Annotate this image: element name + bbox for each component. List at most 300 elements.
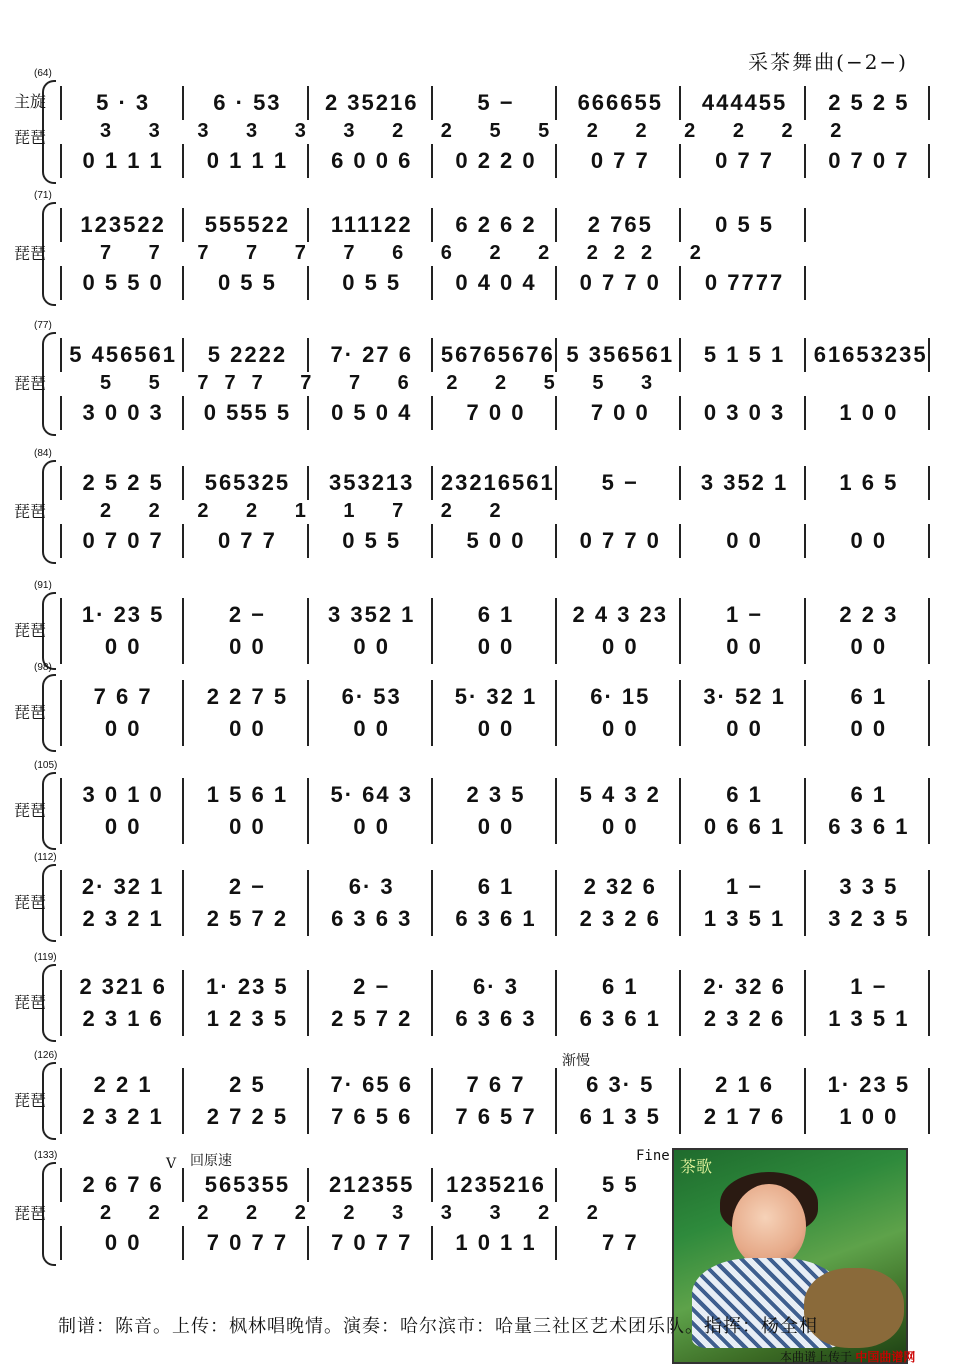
lower-measure: 6 3 6 1: [828, 814, 910, 839]
barline: [555, 598, 557, 632]
barline: [804, 902, 806, 936]
barline: [431, 466, 433, 500]
upper-staff: [60, 86, 930, 120]
barline: [307, 1226, 309, 1260]
barline: [804, 208, 806, 242]
barline: [60, 630, 62, 664]
barline: [555, 208, 557, 242]
barline: [60, 266, 62, 300]
upper-measure: 0 5 5: [715, 212, 775, 237]
lower-measure: 0 5 5 0: [82, 270, 164, 295]
lower-measure: 6 1 3 5: [579, 1104, 661, 1129]
barline: [60, 1168, 62, 1202]
upper-measure: 6 1: [726, 782, 763, 807]
barline: [431, 870, 433, 904]
lower-measure: 0 5 5: [342, 270, 402, 295]
lower-measure: 0 3 0 3: [703, 400, 786, 425]
barline: [804, 466, 806, 500]
measure-number: (112): [34, 852, 57, 863]
barline: [182, 970, 184, 1004]
upper-measure: 3 0 1 0: [82, 782, 164, 807]
instrument-label-pipa: 琵琶: [14, 502, 47, 521]
upper-measure: 5 −: [477, 90, 515, 115]
lower-measure: 3 0 0 3: [82, 400, 164, 425]
barline: [431, 778, 433, 812]
barline: [555, 524, 557, 558]
barline: [307, 524, 309, 558]
barline: [679, 902, 681, 936]
upper-measure: 5 2222: [207, 342, 288, 367]
barline: [679, 810, 681, 844]
barline: [928, 712, 930, 746]
upper-measure: 6 1: [601, 974, 639, 999]
watermark-site: 中国曲谱网: [855, 1350, 916, 1364]
lower-measure: 0 7 7 0: [579, 528, 661, 553]
barline: [182, 86, 184, 120]
photo-title: 茶歌: [680, 1157, 713, 1176]
lower-measure: 0 0: [477, 634, 515, 659]
upper-measure: 2 5 2 5: [82, 470, 164, 495]
barline: [182, 902, 184, 936]
lower-measure: 0 0: [601, 634, 639, 659]
barline: [307, 712, 309, 746]
barline: [804, 524, 806, 558]
lower-staff: [60, 630, 930, 664]
lower-measure: 2 7 2 5: [206, 1104, 289, 1129]
upper-measure: 1 −: [725, 874, 764, 899]
lower-measure: 6 3 6 3: [331, 906, 413, 931]
upper-measure: 2 35216: [324, 90, 419, 115]
upper-measure: 2 1 6: [715, 1072, 775, 1097]
barline: [431, 1226, 433, 1260]
instrument-label-pipa: 琵琶: [14, 1091, 47, 1110]
barline: [182, 524, 184, 558]
upper-measure: 6 · 53: [213, 90, 282, 115]
upper-measure: 6 1: [477, 602, 515, 627]
lower-staff: [60, 524, 930, 558]
upper-measure: 2 5: [229, 1072, 266, 1097]
upper-measure: 6 3· 5: [586, 1072, 655, 1097]
barline: [928, 86, 930, 120]
barline: [431, 266, 433, 300]
instrument-label-pipa: 琵琶: [14, 893, 47, 912]
barline: [804, 970, 806, 1004]
lower-measure: 0 0: [726, 528, 763, 553]
barline: [679, 144, 681, 178]
barline: [307, 810, 309, 844]
upper-measure: 1 −: [725, 602, 764, 627]
barline: [60, 208, 62, 242]
barline: [431, 338, 433, 372]
barline: [60, 598, 62, 632]
barline: [555, 1168, 557, 1202]
barline: [679, 778, 681, 812]
barline: [928, 630, 930, 664]
barline: [679, 524, 681, 558]
lower-measure: 0 0: [353, 814, 390, 839]
lower-measure: 1 3 5 1: [703, 906, 786, 931]
upper-measure: 7· 27 6: [330, 342, 413, 367]
barline: [60, 712, 62, 746]
barline: [307, 1068, 309, 1102]
barline: [60, 144, 62, 178]
lower-measure: 0 7 0 7: [828, 148, 910, 173]
lower-measure: 0 0: [850, 634, 888, 659]
upper-measure: 2· 32 6: [703, 974, 786, 999]
system: [0, 580, 930, 670]
lower-staff: [60, 810, 930, 844]
lower-measure: 6 0 0 6: [331, 148, 413, 173]
lower-staff: [60, 144, 930, 178]
fine-mark: Fine: [636, 1148, 670, 1164]
upper-measure: 6 1: [850, 684, 888, 709]
barline: [307, 680, 309, 714]
barline: [182, 144, 184, 178]
lower-measure: 1 2 3 5: [206, 1006, 289, 1031]
upper-measure: 23216561: [440, 470, 555, 495]
system: [0, 952, 930, 1042]
lower-staff: [60, 396, 930, 430]
lower-measure: 6 3 6 1: [579, 1006, 661, 1031]
lower-measure: 0 0: [850, 716, 888, 741]
lower-measure: 0 7 7 0: [579, 270, 661, 295]
barline: [60, 338, 62, 372]
measure-number: (105): [34, 760, 58, 771]
barline: [307, 466, 309, 500]
barline: [679, 870, 681, 904]
lower-measure: 7 0 0: [590, 400, 650, 425]
barline: [804, 870, 806, 904]
lower-measure: 0 7 7: [590, 148, 650, 173]
barline: [555, 1068, 557, 1102]
barline: [307, 598, 309, 632]
barline: [60, 680, 62, 714]
chord-tones: 2 2 2 2 1 1 7 2 2: [100, 500, 517, 522]
barline: [555, 680, 557, 714]
barline: [679, 680, 681, 714]
upper-measure: 5 356561: [566, 342, 675, 367]
upper-measure: 565325: [204, 470, 291, 495]
barline: [679, 266, 681, 300]
barline: [307, 630, 309, 664]
barline: [60, 1002, 62, 1036]
watermark-prefix: 本曲谱上传于: [780, 1350, 853, 1364]
barline: [804, 396, 806, 430]
lower-measure: 2 5 7 2: [206, 906, 289, 931]
barline: [555, 338, 557, 372]
barline: [431, 630, 433, 664]
upper-measure: 3 352 1: [700, 470, 789, 495]
upper-staff: [60, 466, 930, 500]
barline: [679, 1100, 681, 1134]
lower-measure: 7 7: [601, 1230, 639, 1255]
upper-measure: 6· 3: [348, 874, 395, 899]
barline: [928, 396, 930, 430]
barline: [804, 680, 806, 714]
barline: [679, 466, 681, 500]
upper-measure: 1· 23 5: [81, 602, 165, 627]
upper-staff: [60, 970, 930, 1004]
lower-measure: 0 4 0 4: [455, 270, 537, 295]
lower-measure: 0 0: [229, 634, 266, 659]
lower-measure: 6 3 6 3: [455, 1006, 537, 1031]
instrument-label-pipa: 琵琶: [14, 801, 47, 820]
barline: [804, 338, 806, 372]
barline: [555, 144, 557, 178]
lower-measure: 0 0: [104, 1230, 142, 1255]
lower-staff: [60, 902, 930, 936]
instrument-label-pipa: 琵琶: [14, 703, 47, 722]
upper-measure: 1 6 5: [839, 470, 899, 495]
lower-measure: 7 0 7 7: [206, 1230, 289, 1255]
barline: [804, 598, 806, 632]
barline: [307, 870, 309, 904]
lower-measure: 1 0 0: [839, 1104, 899, 1129]
barline: [928, 902, 930, 936]
system: [0, 760, 930, 850]
barline: [307, 902, 309, 936]
barline: [431, 208, 433, 242]
lower-measure: 0 0: [104, 634, 142, 659]
upper-staff: [60, 680, 930, 714]
barline: [679, 970, 681, 1004]
upper-measure: 5· 64 3: [330, 782, 413, 807]
upper-measure: 444455: [701, 90, 788, 115]
lower-measure: 2 3 2 6: [579, 906, 661, 931]
system: [0, 852, 930, 942]
lower-measure: 1 3 5 1: [828, 1006, 910, 1031]
lower-measure: 3 2 3 5: [828, 906, 910, 931]
lower-measure: 0 0: [104, 814, 142, 839]
barline: [60, 466, 62, 500]
lower-staff: [60, 266, 930, 300]
barline: [928, 598, 930, 632]
barline: [555, 902, 557, 936]
lower-measure: 0 0: [477, 716, 515, 741]
barline: [60, 870, 62, 904]
barline: [60, 1226, 62, 1260]
lower-measure: 2 3 1 6: [82, 1006, 164, 1031]
upper-measure: 5· 32 1: [454, 684, 538, 709]
barline: [60, 1068, 62, 1102]
barline: [307, 144, 309, 178]
upper-staff: [60, 778, 930, 812]
barline: [431, 144, 433, 178]
barline: [182, 338, 184, 372]
barline: [928, 778, 930, 812]
barline: [182, 1002, 184, 1036]
barline: [679, 86, 681, 120]
lower-staff: [60, 1100, 930, 1134]
barline: [182, 396, 184, 430]
upper-measure: 7 6 7: [93, 684, 153, 709]
upper-measure: 6 2 6 2: [455, 212, 537, 237]
barline: [679, 630, 681, 664]
lower-measure: 0 0: [601, 814, 639, 839]
upper-measure: 6 1: [477, 874, 515, 899]
barline: [431, 598, 433, 632]
barline: [804, 810, 806, 844]
upper-measure: 3 352 1: [328, 602, 416, 627]
site-watermark: [780, 1348, 915, 1365]
upper-measure: 2 6 7 6: [82, 1172, 164, 1197]
barline: [307, 1002, 309, 1036]
barline: [804, 1068, 806, 1102]
barline: [431, 1168, 433, 1202]
barline: [555, 86, 557, 120]
barline: [928, 680, 930, 714]
lower-measure: 0 1 1 1: [82, 148, 164, 173]
barline: [679, 1002, 681, 1036]
barline: [431, 712, 433, 746]
system: [0, 190, 930, 306]
upper-measure: 1· 23 5: [827, 1072, 911, 1097]
measure-number: (133): [34, 1150, 58, 1161]
barline: [182, 680, 184, 714]
upper-measure: 7· 65 6: [330, 1072, 413, 1097]
lower-measure: 0 0: [850, 528, 888, 553]
lower-measure: 0 0: [353, 716, 390, 741]
barline: [555, 630, 557, 664]
barline: [431, 680, 433, 714]
barline: [555, 466, 557, 500]
lower-measure: 0 0: [726, 634, 763, 659]
lower-staff: [60, 1002, 930, 1036]
barline: [60, 778, 62, 812]
instrument-label-pipa: 琵琶: [14, 374, 47, 393]
barline: [804, 778, 806, 812]
barline: [182, 1068, 184, 1102]
barline: [60, 1100, 62, 1134]
lower-measure: 0 0: [229, 814, 266, 839]
barline: [679, 338, 681, 372]
barline: [182, 208, 184, 242]
barline: [804, 1002, 806, 1036]
lower-measure: 7 6 5 7: [455, 1104, 537, 1129]
upper-measure: 61653235: [813, 342, 928, 367]
barline: [679, 208, 681, 242]
upper-measure: 1· 23 5: [206, 974, 289, 999]
barline: [182, 1226, 184, 1260]
barline: [928, 870, 930, 904]
lower-measure: 0 0: [104, 716, 142, 741]
barline: [182, 810, 184, 844]
upper-measure: 56765676: [440, 342, 555, 367]
page-title: 采茶舞曲(−2−): [748, 50, 908, 74]
barline: [555, 396, 557, 430]
barline: [555, 810, 557, 844]
upper-measure: 212355: [328, 1172, 415, 1197]
instrument-label-pipa: 琵琶: [14, 128, 47, 147]
barline: [182, 1168, 184, 1202]
lower-measure: 2 3 2 1: [82, 1104, 164, 1129]
system: [0, 68, 930, 184]
barline: [60, 524, 62, 558]
barline: [431, 1068, 433, 1102]
lower-measure: 7 0 0: [466, 400, 526, 425]
barline: [555, 870, 557, 904]
barline: [804, 144, 806, 178]
instrument-label-pipa: 琵琶: [14, 1204, 47, 1223]
barline: [679, 1068, 681, 1102]
barline: [307, 396, 309, 430]
upper-measure: 5 −: [601, 470, 639, 495]
upper-staff: [60, 208, 930, 242]
barline: [804, 86, 806, 120]
system: [0, 320, 930, 436]
upper-measure: 5 5: [601, 1172, 639, 1197]
lower-staff: [60, 712, 930, 746]
lower-measure: 7 6 5 6: [331, 1104, 413, 1129]
lower-measure: 0 1 1 1: [206, 148, 289, 173]
barline: [182, 266, 184, 300]
barline: [928, 144, 930, 178]
upper-measure: 6· 3: [473, 974, 519, 999]
barline: [431, 1100, 433, 1134]
barline: [182, 1100, 184, 1134]
barline: [804, 266, 806, 300]
upper-measure: 2 4 3 23: [572, 602, 669, 627]
barline: [307, 1168, 309, 1202]
photo-face: [732, 1184, 806, 1268]
barline: [431, 902, 433, 936]
lower-measure: 2 3 2 1: [82, 906, 164, 931]
tempo-mark: 回原速: [190, 1153, 232, 1169]
upper-measure: 6· 53: [341, 684, 402, 709]
upper-measure: 1 5 6 1: [206, 782, 289, 807]
barline: [431, 970, 433, 1004]
lower-measure: 2 1 7 6: [703, 1104, 786, 1129]
upper-measure: 2 765: [587, 212, 653, 237]
upper-staff: [60, 338, 930, 372]
barline: [679, 598, 681, 632]
upper-measure: 2 −: [353, 974, 391, 999]
upper-measure: 2 2 3: [839, 602, 899, 627]
system: [0, 448, 930, 564]
barline: [182, 466, 184, 500]
barline: [182, 598, 184, 632]
barline: [928, 466, 930, 500]
barline: [555, 1002, 557, 1036]
measure-number: (98): [34, 662, 52, 673]
system: [0, 1050, 930, 1140]
upper-measure: 6 1: [850, 782, 888, 807]
chord-tones: 3 3 3 3 3 3 2 2 5 5 2 2 2 2 2 2: [100, 120, 858, 142]
barline: [182, 870, 184, 904]
barline: [679, 396, 681, 430]
lower-measure: 2 3 2 6: [703, 1006, 786, 1031]
upper-measure: 565355: [204, 1172, 291, 1197]
barline: [804, 630, 806, 664]
barline: [60, 970, 62, 1004]
upper-measure: 353213: [328, 470, 415, 495]
barline: [307, 266, 309, 300]
lower-measure: 0 0: [477, 814, 515, 839]
barline: [555, 1100, 557, 1134]
barline: [431, 1002, 433, 1036]
barline: [307, 778, 309, 812]
barline: [804, 712, 806, 746]
lower-measure: 0 5 0 4: [331, 400, 413, 425]
chord-tones: 7 7 7 7 7 7 6 6 2 2 222 2: [100, 242, 717, 264]
upper-measure: 2 2 1: [93, 1072, 153, 1097]
upper-measure: 2 −: [228, 874, 267, 899]
upper-staff: [60, 870, 930, 904]
lower-measure: 1 0 0: [839, 400, 899, 425]
barline: [928, 524, 930, 558]
barline: [555, 266, 557, 300]
lower-measure: 0 2 2 0: [455, 148, 537, 173]
